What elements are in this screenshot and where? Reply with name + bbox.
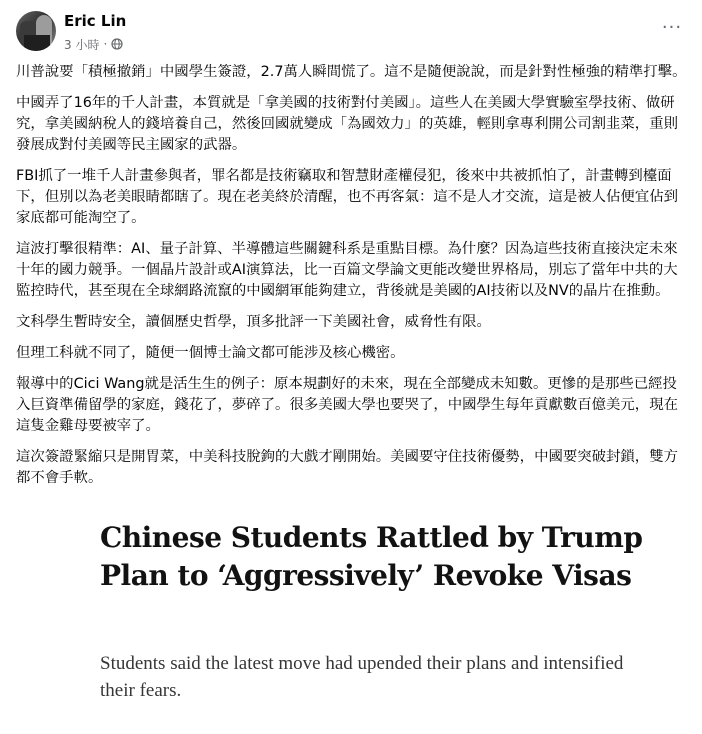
post-paragraph: 報導中的Cici Wang就是活生生的例子：原本規劃好的未來，現在全部變成未知數。更慘的是那些已經投入巨資準備留學的家庭，錢花了，夢碎了。很多美國大學也要哭了，中國學生每年貢獻數百億美元，現在這隻金雞母要被宰了。: [16, 376, 678, 434]
meta-separator: ·: [103, 37, 108, 51]
more-options-icon[interactable]: ···: [661, 16, 683, 38]
article-subhead: Students said the latest move had upended their plans and intensified their fears.: [100, 653, 624, 701]
avatar-shape: [24, 35, 50, 51]
post-paragraph: 文科學生暫時安全，讀個歷史哲學，頂多批評一下美國社會，威脅性有限。: [16, 314, 491, 330]
post-timestamp[interactable]: 3 小時: [64, 37, 100, 52]
globe-icon[interactable]: [111, 38, 123, 50]
post-paragraph: 但理工科就不同了，隨便一個博士論文都可能涉及核心機密。: [16, 345, 405, 361]
post-paragraph: 這次簽證緊縮只是開胃菜，中美科技脫鉤的大戲才剛開始。美國要守住技術優勢，中國要突破封鎖，雙方都不會手軟。: [16, 449, 678, 486]
post-paragraph: 這波打擊很精準：AI、量子計算、半導體這些關鍵科系是重點目標。為什麼？因為這些技術直接決定未來十年的國力競爭。一個晶片設計或AI演算法，比一百篇文學論文更能改變世界格局，別忘了當年中共的大監控時代，甚至現在全球網路流竄的中國網軍能夠建立，背後就是美國的AI技術以及NV的晶片在推動。: [16, 241, 678, 299]
post-paragraph: 川普說要「積極撤銷」中國學生簽證，2.7萬人瞬間慌了。這不是隨便說說，而是針對性極強的精準打擊。: [16, 64, 687, 80]
author-name[interactable]: Eric Lin: [64, 12, 127, 30]
avatar[interactable]: [16, 11, 56, 51]
post-body: [16, 62, 688, 499]
article-headline[interactable]: Chinese Students Rattled by Trump Plan to ‘Aggressively’ Revoke Visas: [100, 521, 643, 592]
post-header: [0, 0, 702, 56]
article-preview[interactable]: [0, 507, 702, 734]
post-meta: [64, 36, 123, 52]
post-paragraph: FBI抓了一堆千人計畫參與者，罪名都是技術竊取和智慧財產權侵犯，後來中共被抓怕了，計畫轉到檯面下，但別以為老美眼睛都瞎了。現在老美終於清醒，也不再客氣：這不是人才交流，這是被人佔便宜佔到家底都可能淘空了。: [16, 168, 678, 226]
post-paragraph: 中國弄了16年的千人計畫，本質就是「拿美國的技術對付美國」。這些人在美國大學實驗室學技術、做研究，拿美國納稅人的錢培養自己，然後回國就變成「為國效力」的英雄，輕則拿專利開公司割韭菜，重則發展成對付美國等民主國家的武器。: [16, 95, 678, 153]
